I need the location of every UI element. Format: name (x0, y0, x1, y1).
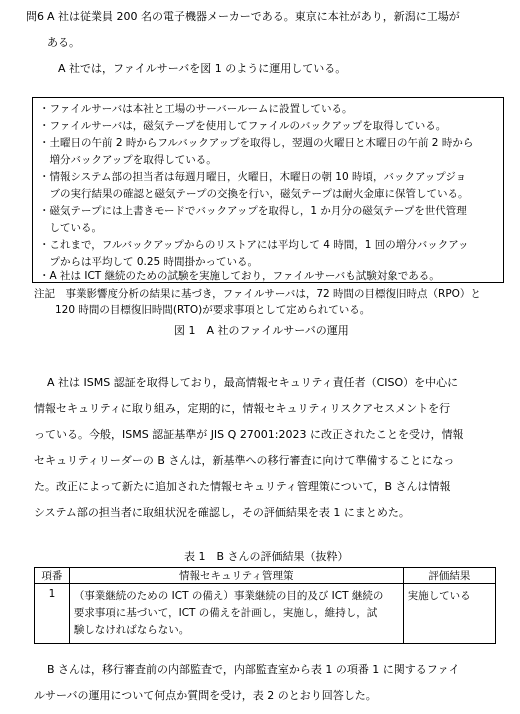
figure-line: ・ファイルサーバは，磁気テープを使用してファイルのバックアップを取得している。 (39, 120, 447, 132)
figure-line: している。 (39, 222, 102, 234)
intro-line-3: A 社では，ファイルサーバを図 1 のように運用している。 (58, 62, 347, 75)
header-result: 評価結果 (403, 568, 495, 584)
row-result: 実施している (403, 584, 495, 644)
figure-line: ブの実行結果の確認と磁気テープの交換を行い，磁気テープは耐火金庫に保管している。 (39, 188, 469, 200)
row-control (69, 584, 403, 644)
paragraph-line: っている。今般，ISMS 認証基準が JIS Q 27001:2023 に改正されたことを受け，情報 (34, 428, 464, 441)
paragraph-line: セキュリティリーダーの B さんは，新基準への移行審査に向けて準備することになっ (34, 454, 455, 467)
table-row (35, 584, 496, 644)
figure-line: ・土曜日の午前 2 時からフルバックアップを取得し，翌週の火曜日と木曜日の午前 2 時から (39, 137, 474, 149)
figure-line: プからは平均して 0.25 時間掛かっている。 (39, 256, 259, 268)
intro-line-1: A 社は従業員 200 名の電子機器メーカーである。東京に本社があり，新潟に工場が (47, 10, 460, 23)
paragraph-line: システム部の担当者に取組状況を確認し，その評価結果を表 1 にまとめた。 (34, 506, 410, 519)
figure-line: ・磁気テープには上書きモードでバックアップを取得し，1 か月分の磁気テープを世代管理 (39, 205, 467, 217)
figure-line: 増分バックアップを取得している。 (39, 154, 217, 166)
figure-note-line-1: 注記 事業影響度分析の結果に基づき，ファイルサーバは，72 時間の目標復旧時点（RPO）と (34, 288, 481, 300)
question-label: 問6 (26, 10, 44, 23)
closing-line-2: ルサーバの運用について何点か質問を受け，表 2 のとおり回答した。 (34, 689, 377, 702)
figure-line: ・ファイルサーバは本社と工場のサーバールームに設置している。 (39, 103, 353, 115)
control-line: 要求事項に基づいて，ICT の備えを計画し，実施し，維持し，試 (73, 607, 378, 619)
figure-line: ・これまで，フルバックアップからのリストアには平均して 4 時間，1 回の増分バックアッ (39, 239, 469, 251)
paragraph-line: A 社は ISMS 認証を取得しており，最高情報セキュリティ責任者（CISO）を中心に (47, 376, 459, 389)
row-no: 1 (35, 584, 70, 644)
figure-1-box (32, 97, 504, 283)
header-no: 項番 (35, 568, 70, 584)
figure-line: ・A 社は ICT 継続のための試験を実施しており，ファイルサーバも試験対象である。 (39, 270, 440, 282)
paragraph-line: 情報セキュリティに取り組み，定期的に，情報セキュリティリスクアセスメントを行 (34, 402, 451, 415)
control-line: 験しなければならない。 (73, 624, 190, 636)
figure-note-line-2: 120 時間の目標復旧時間(RTO)が要求事項として定められている。 (34, 304, 371, 316)
header-control: 情報セキュリティ管理策 (69, 568, 403, 584)
control-line: （事業継続のための ICT の備え）事業継続の目的及び ICT 継続の (73, 590, 384, 602)
figure-caption: 図 1 A 社のファイルサーバの運用 (174, 324, 349, 337)
table-header-row (35, 568, 496, 584)
table-caption: 表 1 B さんの評価結果（抜粋） (184, 550, 349, 563)
closing-line-1: B さんは，移行審査前の内部監査で，内部監査室から表 1 の項番 1 に関するファイ (47, 663, 460, 676)
paragraph-line: た。改正によって新たに追加された情報セキュリティ管理策について，B さんは情報 (34, 480, 451, 493)
figure-line: ・情報システム部の担当者は毎週月曜日，火曜日，木曜日の朝 10 時頃，バックアップジョ (39, 171, 467, 183)
evaluation-table (34, 567, 496, 644)
intro-line-2: ある。 (47, 36, 80, 49)
